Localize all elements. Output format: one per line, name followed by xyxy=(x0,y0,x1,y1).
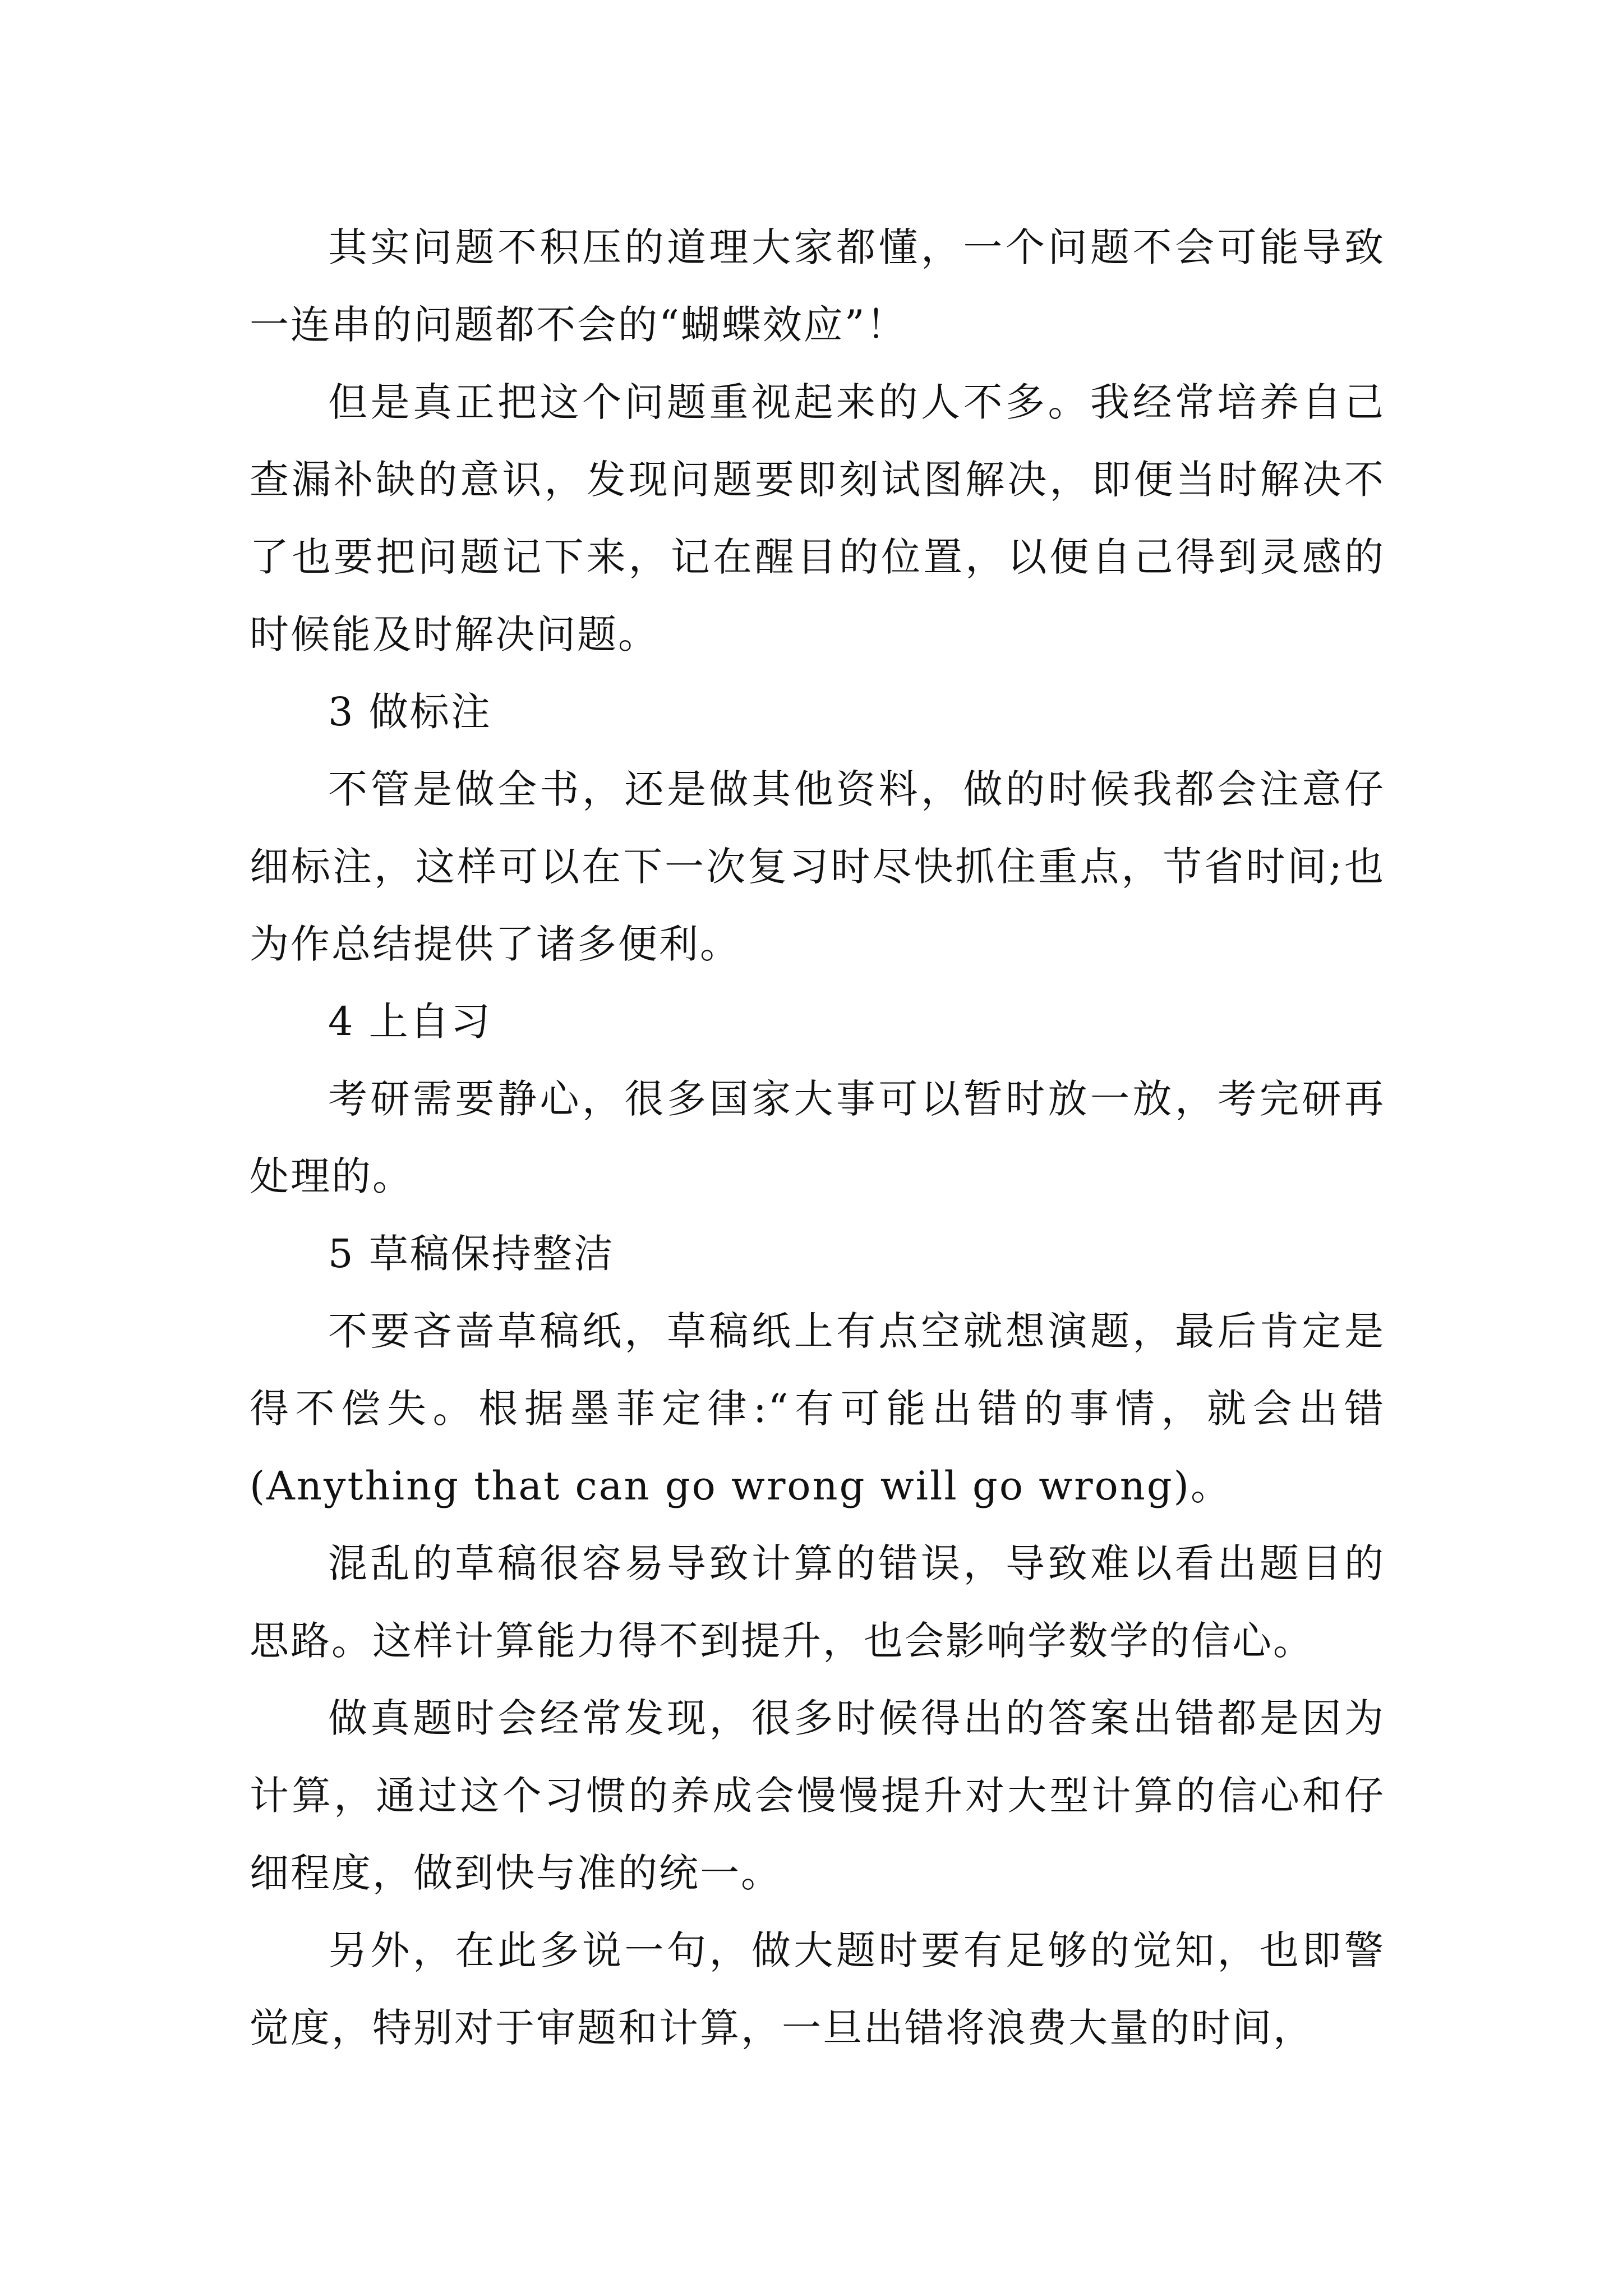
paragraph-butterfly-effect: 其实问题不积压的道理大家都懂，一个问题不会可能导致一连串的问题都不会的“蝴蝶效应”！ xyxy=(250,224,1385,348)
paragraph-self-study: 考研需要静心，很多国家大事可以暂时放一放，考完研再处理的。 xyxy=(250,1076,1385,1199)
paragraph-calculation-confidence: 做真题时会经常发现，很多时候得出的答案出错都是因为计算，通过这个习惯的养成会慢慢提升对大型计算的信心和仔细程度，做到快与准的统一。 xyxy=(250,1695,1385,1896)
paragraph-check-gaps: 但是真正把这个问题重视起来的人不多。我经常培养自己查漏补缺的意识，发现问题要即刻试图解决，即便当时解决不了也要把问题记下来，记在醒目的位置，以便自己得到灵感的时候能及时解决问题。 xyxy=(250,379,1385,657)
paragraph-messy-draft: 混乱的草稿很容易导致计算的错误，导致难以看出题目的思路。这样计算能力得不到提升，也会影响学数学的信心。 xyxy=(250,1540,1385,1664)
section-heading-self-study: 4 上自习 xyxy=(328,999,492,1045)
section-heading-draft-neat: 5 草稿保持整洁 xyxy=(328,1231,615,1277)
paragraph-murphys-law: 不要吝啬草稿纸，草稿纸上有点空就想演题，最后肯定是得不偿失。根据墨菲定律:“有可能出错的事情，就会出错(Anything that can go wrong will go wrong)。 xyxy=(250,1308,1385,1509)
document-body xyxy=(250,209,1385,2067)
section-heading-annotate: 3 做标注 xyxy=(328,689,492,735)
paragraph-awareness: 另外，在此多说一句，做大题时要有足够的觉知，也即警觉度，特别对于审题和计算，一旦出错将浪费大量的时间， xyxy=(250,1927,1385,2051)
paragraph-annotate: 不管是做全书，还是做其他资料，做的时候我都会注意仔细标注，这样可以在下一次复习时尽快抓住重点，节省时间;也为作总结提供了诸多便利。 xyxy=(250,766,1385,967)
